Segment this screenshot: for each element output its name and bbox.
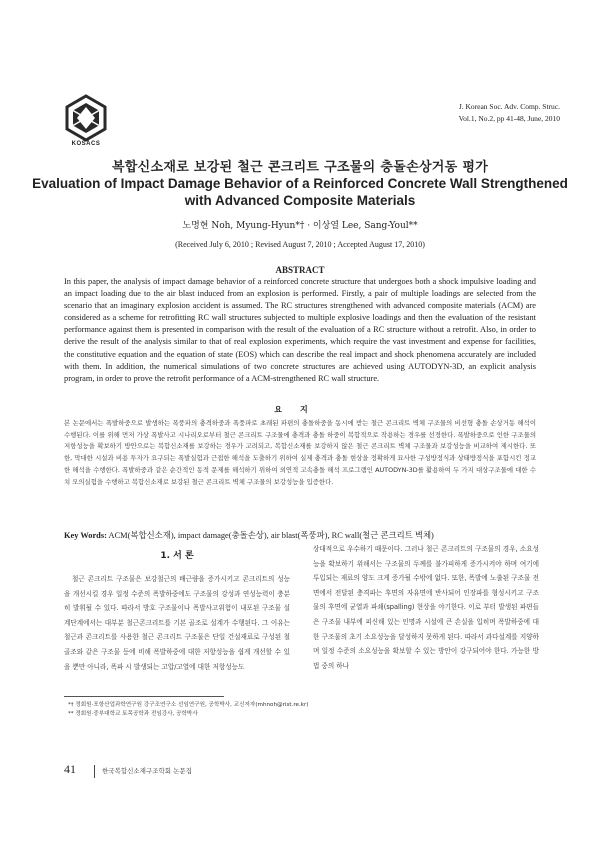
hexagon-logo-icon	[62, 94, 110, 142]
page-number: 41	[64, 762, 76, 776]
keywords	[64, 529, 544, 541]
body-column-right: 상대적으로 우수하기 때문이다. 그러나 철근 콘크리트의 구조물의 경우, 소요성능을 확보하기 위해서는 구조물의 두께를 불가피하게 증가시켜야 하며 여기에 투입되는 재료의 양도 크게 증가될 수밖에 없다. 또한, 폭발에 노출된 구조물 전면에서 전달된 충격파는 후면의 자유면에 반사되어 인장파를 형성시키고 구조물의 후면에 균열과 파쇄(spalling) 현상을 야기한다. 이로 부터 발생된 파편들은 구조물 내부에 피신해 있는 인명과 시설에 큰 손실을 입히며 폭발하중에 대한 구조물의 초기 소요성능을 달성하지 못하게 된다. 따라서 과다설계를 지양하며 일정 수준의 소요성능을 확보할 수 있는 방안이 강구되어야 한다. 가능한 방법 중의 하나	[313, 545, 539, 670]
footnote-1: *† 정회원·포항산업과학연구원 강구조연구소 선임연구원, 공학박사, 교신저자(mhnoh@rist.re.kr)	[68, 702, 309, 708]
kosacs-logo	[62, 94, 110, 142]
abstract-heading: ABSTRACT	[275, 265, 325, 275]
body-column-left: 철근 콘크리트 구조물은 보강철근의 배근량을 증가시키고 콘크리트의 성능을 개선시킬 경우 일정 수준의 폭발하중에도 구조물의 강성과 연성능력이 충분히 발휘될 수 있다. 따라서 방호 구조물이나 폭발사고위험이 내포된 구조물 설계단계에서는 대부분 철근콘크리트를 기본 골조로 설계가 수행된다. 그 이유는 철근과 콘크리트를 사용한 철근 콘크리트 구조물은 단일 건설재료로 구성된 철골조와 같은 구조물 등에 비해 폭발하중에 대한 저항성능을 쉽게 개선할 수 있을 뿐만 아니라, 폭파 시 발생되는 고압/고열에 대한 저항성능도	[64, 575, 290, 671]
footnote-divider	[64, 696, 224, 697]
korean-title: 복합신소재로 보강된 철근 콘크리트 구조물의 충돌손상거동 평가	[111, 160, 489, 175]
english-title: Evaluation of Impact Damage Behavior of a Reinforced Concrete Wall Strengthened with Advanced Composite Materials	[32, 176, 568, 208]
korean-abstract-heading: 요지	[274, 405, 326, 414]
journal-name: J. Korean Soc. Adv. Comp. Struc.	[458, 102, 560, 111]
keywords-list: ACM(복합신소재), impact damage(충돌손상), air blast(폭풍파), RC wall(철근 콘크리트 벽체)	[106, 531, 434, 540]
journal-volume: Vol.1, No.2, pp 41-48, June, 2010	[458, 114, 560, 123]
received-dates: (Received July 6, 2010 ; Revised August 7, 2010 ; Accepted August 17, 2010)	[175, 240, 425, 249]
korean-abstract-text: 본 논문에서는 폭발하중으로 발생하는 폭풍파의 충격하중과 폭풍파로 초래된 파편의 충돌하중을 동시에 받는 철근 콘크리트 벽체 구조물의 비선형 충돌 손상거동 해석이 수행된다. 이를 위해 먼저 가상 폭발사고 시나리오로부터 철근 콘크리트 구조물에 충격과 충돌 하중이 복합적으로 작용하는 경우를 선정한다. 폭발하중으로 인한 구조물의 저항성능을 확보하기 방안으로는 복합신소재를 보강하는 경우가 고려되고, 복합신소재를 보강하지 않은 철근 콘크리트 벽체 구조물과 보강성능을 비교하여 제시한다. 또한, 막대한 시설과 비용 투자가 요구되는 폭발실험과 근접한 해석을 도출하기 위하여 실제 충격과 충돌 현상을 정확하게 묘사한 구성방정식과 상태방정식을 포함시킨 정교한 해석을 수행한다. 폭발하중과 같은 순간적인 동적 문제를 해석하기 위하여 외연적 고속충돌 해석 프로그램인 AUTODYN-3D를 활용하여 두 가지 대상구조물에 대한 수치 모의실험을 수행하고 복합신소재로 보강된 철근 콘크리트 벽체 구조물의 보강성능을 입증한다.	[64, 419, 536, 486]
footer-divider	[94, 765, 95, 778]
author-line: 노명현 Noh, Myung-Hyun*† · 이상열 Lee, Sang-Youl**	[182, 221, 418, 231]
abstract-text: In this paper, the analysis of impact damage behavior of a reinforced concrete structure that undergoes both a shock impulsive loading and an impact loading due to the air blast induced from an explosion is performed. Firstly, a pair of multiple loadings are selected from the scenario that an imaginary explosion accident is assumed. The RC structures strengthened with advanced composite materials (ACM) are considered as a scheme for retrofitting RC wall structures subjected to multiple explosive loadings and then the evaluation of the resistant performance against them is presented in comparison with the result of the evaluation of a RC structure without a retrofit. Also, in order to derive the result of the analysis similar to that of real explosion experiments, which require the vast investment and expense for facilities, the constitutive equation and the equation of state (EOS) which can describe the real impact and shock phenomena accurately are included with them. In addition, the numerical simulations of two concrete structures are achieved using AUTODYN-3D, an explicit analysis program, in order to prove the retrofit performance of a ACM-strengthened RC wall structure.	[64, 277, 536, 383]
journal-footer: 한국복합신소재구조학회 논문집	[102, 767, 192, 775]
footnote-2: ** 정회원·중부대학교 토목공학과 전임강사, 공학박사	[68, 711, 198, 717]
section-title: 1. 서 론	[160, 551, 194, 561]
keywords-label: Key Words:	[64, 531, 107, 540]
journal-info	[420, 101, 560, 125]
logo-text: KOSACS	[71, 141, 101, 147]
